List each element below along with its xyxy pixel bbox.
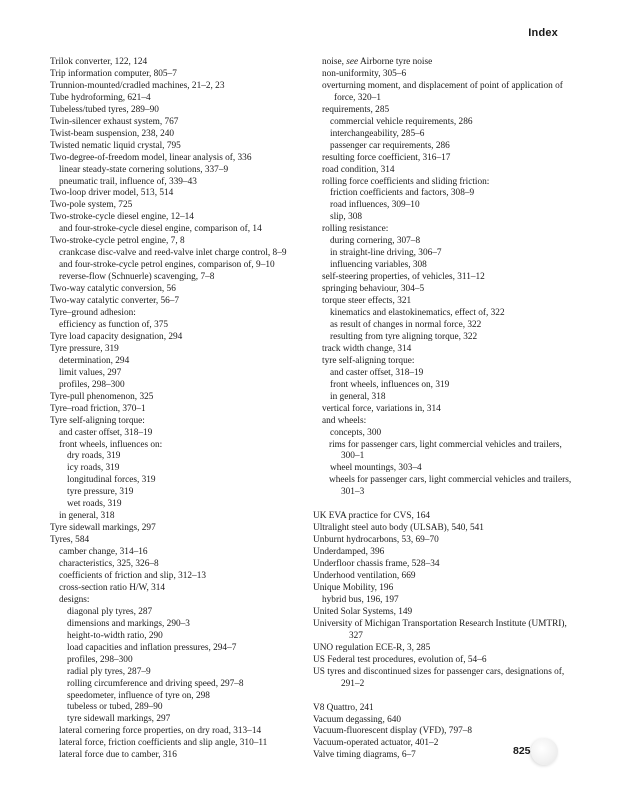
index-subsubentry: radial ply tyres, 287–9: [67, 666, 151, 677]
index-entry: Two-way catalytic converter, 56–7: [50, 296, 180, 307]
index-entry: Underhood ventilation, 669: [313, 571, 416, 582]
entry-text: Airborne tyre noise: [359, 57, 433, 67]
index-subentry: [313, 57, 575, 69]
index-subsubentry: passenger car requirements, 286: [330, 140, 450, 151]
index-entry: Trilok converter, 122, 124: [50, 57, 148, 67]
index-entry: Tyre–ground adhesion:: [50, 308, 136, 319]
index-entry: Two-loop driver model, 513, 514: [50, 188, 174, 199]
index-entry: Tubeless/tubed tyres, 289–90: [50, 104, 159, 115]
index-entry: Trunnion-mounted/cradled machines, 21–2, 23: [50, 80, 225, 91]
index-subsubentry: friction coefficients and factors, 308–9: [330, 188, 475, 199]
index-subentry: torque steer effects, 321: [322, 296, 412, 307]
page-number: 825: [513, 745, 531, 757]
index-subsubentry: rolling circumference and driving speed, 297–8: [67, 678, 244, 689]
index-entry: Two-way catalytic conversion, 56: [50, 284, 176, 295]
index-subentry: hybrid bus, 196, 197: [322, 594, 399, 605]
index-entry: Two-degree-of-freedom model, linear analysis of, 336: [50, 152, 252, 163]
index-subsubentry: influencing variables, 308: [330, 260, 427, 271]
index-entry: Twist-beam suspension, 238, 240: [50, 128, 175, 139]
index-subentry: and wheels:: [322, 415, 367, 426]
index-subsubentry: icy roads, 319: [67, 463, 120, 474]
index-subentry: lateral cornering force properties, on dry road, 313–14: [59, 726, 262, 737]
index-subsubentry: wheel mountings, 303–4: [330, 463, 422, 474]
index-subentry: rolling force coefficients and sliding friction:: [322, 176, 490, 187]
index-entry: Trip information computer, 805–7: [50, 68, 177, 79]
index-entry: Underdamped, 396: [313, 547, 385, 558]
index-subsubentry: tyre sidewall markings, 297: [67, 714, 171, 725]
index-entry: United Solar Systems, 149: [313, 606, 413, 617]
index-subsubentry: profiles, 298–300: [67, 654, 133, 665]
index-entry: Tyre–road friction, 370–1: [50, 403, 146, 414]
index-subsubentry: rims for passenger cars, light commercial vehicles and trailers, 300–1: [329, 439, 562, 462]
index-subentry: coefficients of friction and slip, 312–13: [59, 570, 206, 581]
index-subsubentry: dimensions and markings, 290–3: [67, 618, 190, 629]
index-subsubentry: speedometer, influence of tyre on, 298: [67, 690, 210, 701]
index-subsubentry: in general, 318: [330, 391, 386, 402]
index-entry: V8 Quattro, 241: [313, 702, 374, 713]
index-entry: Vacuum-fluorescent display (VFD), 797–8: [313, 726, 473, 737]
index-subentry: profiles, 298–300: [59, 379, 125, 390]
index-entry: Tyre self-aligning torque:: [50, 415, 145, 426]
letter-group-gap: [313, 499, 575, 511]
index-subentry: camber change, 314–16: [59, 547, 148, 558]
index-entry: Tyres, 584: [50, 535, 90, 546]
index-subsubentry: dry roads, 319: [67, 451, 121, 462]
index-entry: Unique Mobility, 196: [313, 582, 394, 593]
index-subsubentry: commercial vehicle requirements, 286: [330, 116, 473, 127]
index-subentry: limit values, 297: [59, 367, 122, 378]
index-entry: UK EVA practice for CVS, 164: [313, 511, 431, 522]
see-reference: see: [346, 57, 359, 67]
index-column-left: [50, 57, 312, 762]
index-entry: Valve timing diagrams, 6–7: [313, 750, 416, 761]
index-subentry: linear steady-state cornering solutions, 337–9: [59, 164, 229, 175]
index-entry: Two-stroke-cycle petrol engine, 7, 8: [50, 236, 185, 247]
index-subentry: pneumatic trail, influence of, 339–43: [59, 176, 197, 187]
index-subentry: requirements, 285: [322, 104, 390, 115]
index-subsubentry: load capacities and inflation pressures, 294–7: [67, 642, 237, 653]
index-subentry: efficiency as function of, 375: [59, 319, 169, 330]
index-subentry: rolling resistance:: [322, 224, 389, 235]
index-subsubentry: during cornering, 307–8: [330, 236, 421, 247]
index-subentry: and caster offset, 318–19: [59, 427, 153, 438]
index-subsubentry: road influences, 309–10: [330, 200, 420, 211]
index-entry: Underfloor chassis frame, 528–34: [313, 559, 440, 570]
page-tab-circle: [531, 738, 558, 765]
index-subentry: front wheels, influences on:: [59, 439, 163, 450]
index-subsubentry: as result of changes in normal force, 322: [330, 319, 482, 330]
index-subsubentry: tyre pressure, 319: [67, 487, 134, 498]
index-subsubentry: tubeless or tubed, 289–90: [67, 702, 163, 713]
index-entry: Tyre load capacity designation, 294: [50, 331, 183, 342]
index-entry: US tyres and discontinued sizes for passenger cars, designations of, 291–2: [313, 666, 565, 689]
index-entry: Ultralight steel auto body (ULSAB), 540, 541: [313, 523, 484, 534]
index-subentry: designs:: [59, 594, 90, 605]
index-subsubentry: slip, 308: [330, 212, 363, 223]
index-subsubentry: kinematics and elastokinematics, effect of, 322: [330, 308, 505, 319]
index-entry: Twin-silencer exhaust system, 767: [50, 116, 179, 127]
index-subsubentry: longitudinal forces, 319: [67, 475, 156, 486]
index-entry: UNO regulation ECE-R, 3, 285: [313, 642, 431, 653]
index-subentry: reverse-flow (Schnuerle) scavenging, 7–8: [59, 272, 215, 283]
index-subsubentry: height-to-width ratio, 290: [67, 630, 163, 641]
index-subentry: crankcase disc-valve and reed-valve inlet charge control, 8–9: [59, 248, 287, 259]
running-header: Index: [528, 27, 558, 39]
index-subentry: non-uniformity, 305–6: [322, 68, 407, 79]
index-entry: Twisted nematic liquid crystal, 795: [50, 140, 181, 151]
index-entry: Unburnt hydrocarbons, 53, 69–70: [313, 535, 439, 546]
index-subsubentry: resulting from tyre aligning torque, 322: [330, 331, 478, 342]
index-subentry: tyre self-aligning torque:: [322, 355, 415, 366]
index-subsubentry: diagonal ply tyres, 287: [67, 606, 153, 617]
index-subentry: determination, 294: [59, 355, 130, 366]
index-subentry: road condition, 314: [322, 164, 395, 175]
index-entry: Tyre sidewall markings, 297: [50, 523, 156, 534]
index-entry: Vacuum degassing, 640: [313, 714, 402, 725]
index-subentry: springing behaviour, 304–5: [322, 284, 425, 295]
index-subsubentry: concepts, 300: [330, 427, 382, 438]
index-entry: Tube hydroforming, 621–4: [50, 92, 151, 103]
index-subsubentry: in straight-line driving, 306–7: [330, 248, 442, 259]
index-entry: Two-pole system, 725: [50, 200, 133, 211]
index-subentry: lateral force, friction coefficients and slip angle, 310–11: [59, 738, 268, 749]
index-subsubentry: wheels for passenger cars, light commercial vehicles and trailers, 301–3: [329, 475, 572, 498]
index-entry: Tyre pressure, 319: [50, 343, 119, 354]
index-subentry: in general, 318: [59, 511, 115, 522]
index-subentry: vertical force, variations in, 314: [322, 403, 441, 414]
entry-text: noise,: [322, 57, 344, 67]
index-subsubentry: front wheels, influences on, 319: [330, 379, 450, 390]
index-entry: US Federal test procedures, evolution of, 54–6: [313, 654, 487, 665]
index-subentry: track width change, 314: [322, 343, 412, 354]
index-subentry: cross-section ratio H/W, 314: [59, 582, 166, 593]
index-subsubentry: and caster offset, 318–19: [330, 367, 424, 378]
index-subentry: lateral force due to camber, 316: [59, 750, 177, 761]
index-subsubentry: wet roads, 319: [67, 499, 122, 510]
index-subsubentry: interchangeability, 285–6: [330, 128, 425, 139]
index-subentry: and four-stroke-cycle diesel engine, comparison of, 14: [59, 224, 262, 235]
index-entry: Vacuum-operated actuator, 401–2: [313, 738, 439, 749]
index-entry: Two-stroke-cycle diesel engine, 12–14: [50, 212, 194, 223]
index-entry: Tyre-pull phenomenon, 325: [50, 391, 154, 402]
index-column-right: [313, 57, 575, 762]
index-subentry: characteristics, 325, 326–8: [59, 559, 159, 570]
index-subentry: overturning moment, and displacement of point of application of force, 320–1: [322, 80, 563, 103]
index-entry: University of Michigan Transportation Research Institute (UMTRI), 327: [313, 618, 567, 641]
index-subentry: resulting force coefficient, 316–17: [322, 152, 451, 163]
index-subentry: and four-stroke-cycle petrol engines, comparison of, 9–10: [59, 260, 275, 271]
index-subentry: self-steering properties, of vehicles, 311–12: [322, 272, 485, 283]
letter-group-gap: [313, 691, 575, 703]
